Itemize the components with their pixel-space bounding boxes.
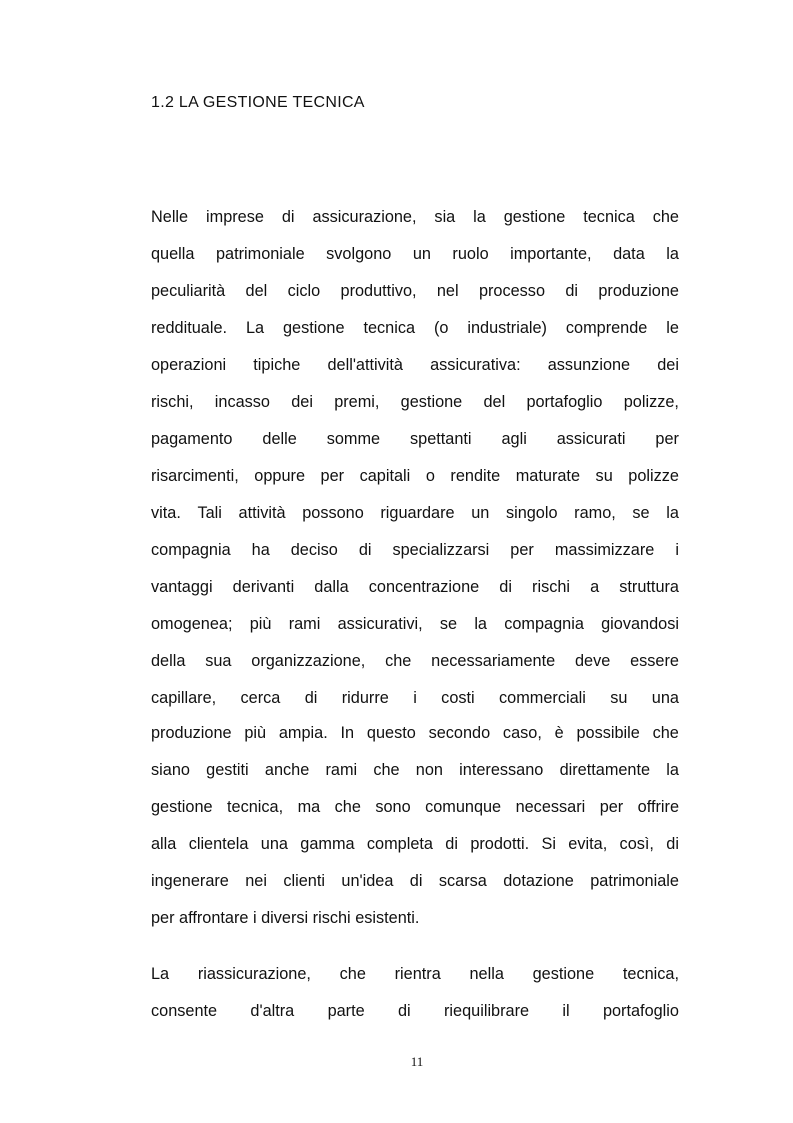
text-line: risarcimenti, oppure per capitali o rendite maturate su polizze xyxy=(151,467,679,485)
text-line: produzione più ampia. In questo secondo caso, è possibile che xyxy=(151,724,679,742)
text-line: capillare, cerca di ridurre i costi commerciali su una xyxy=(151,689,679,707)
text-line: siano gestiti anche rami che non interessano direttamente la xyxy=(151,761,679,779)
text-line-last: per affrontare i diversi rischi esistenti. xyxy=(151,909,420,927)
text-line: alla clientela una gamma completa di prodotti. Si evita, così, di xyxy=(151,835,679,853)
text-line: peculiarità del ciclo produttivo, nel processo di produzione xyxy=(151,282,679,300)
text-line: vantaggi derivanti dalla concentrazione di rischi a struttura xyxy=(151,578,679,596)
text-line: della sua organizzazione, che necessariamente deve essere xyxy=(151,652,679,670)
text-line: ingenerare nei clienti un'idea di scarsa dotazione patrimoniale xyxy=(151,872,679,890)
text-line: operazioni tipiche dell'attività assicurativa: assunzione dei xyxy=(151,356,679,374)
text-line: consente d'altra parte di riequilibrare il portafoglio xyxy=(151,1002,679,1020)
text-line: omogenea; più rami assicurativi, se la compagnia giovandosi xyxy=(151,615,679,633)
text-line: pagamento delle somme spettanti agli assicurati per xyxy=(151,430,679,448)
section-heading: 1.2 LA GESTIONE TECNICA xyxy=(151,94,365,111)
text-line: gestione tecnica, ma che sono comunque necessari per offrire xyxy=(151,798,679,816)
text-line: quella patrimoniale svolgono un ruolo importante, data la xyxy=(151,245,679,263)
text-line: vita. Tali attività possono riguardare un singolo ramo, se la xyxy=(151,504,679,522)
text-line: compagnia ha deciso di specializzarsi per massimizzare i xyxy=(151,541,679,559)
page-number: 11 xyxy=(410,1054,424,1069)
text-line: La riassicurazione, che rientra nella gestione tecnica, xyxy=(151,965,679,983)
text-line: reddituale. La gestione tecnica (o industriale) comprende le xyxy=(151,319,679,337)
text-line: Nelle imprese di assicurazione, sia la gestione tecnica che xyxy=(151,208,679,226)
text-line: rischi, incasso dei premi, gestione del portafoglio polizze, xyxy=(151,393,679,411)
